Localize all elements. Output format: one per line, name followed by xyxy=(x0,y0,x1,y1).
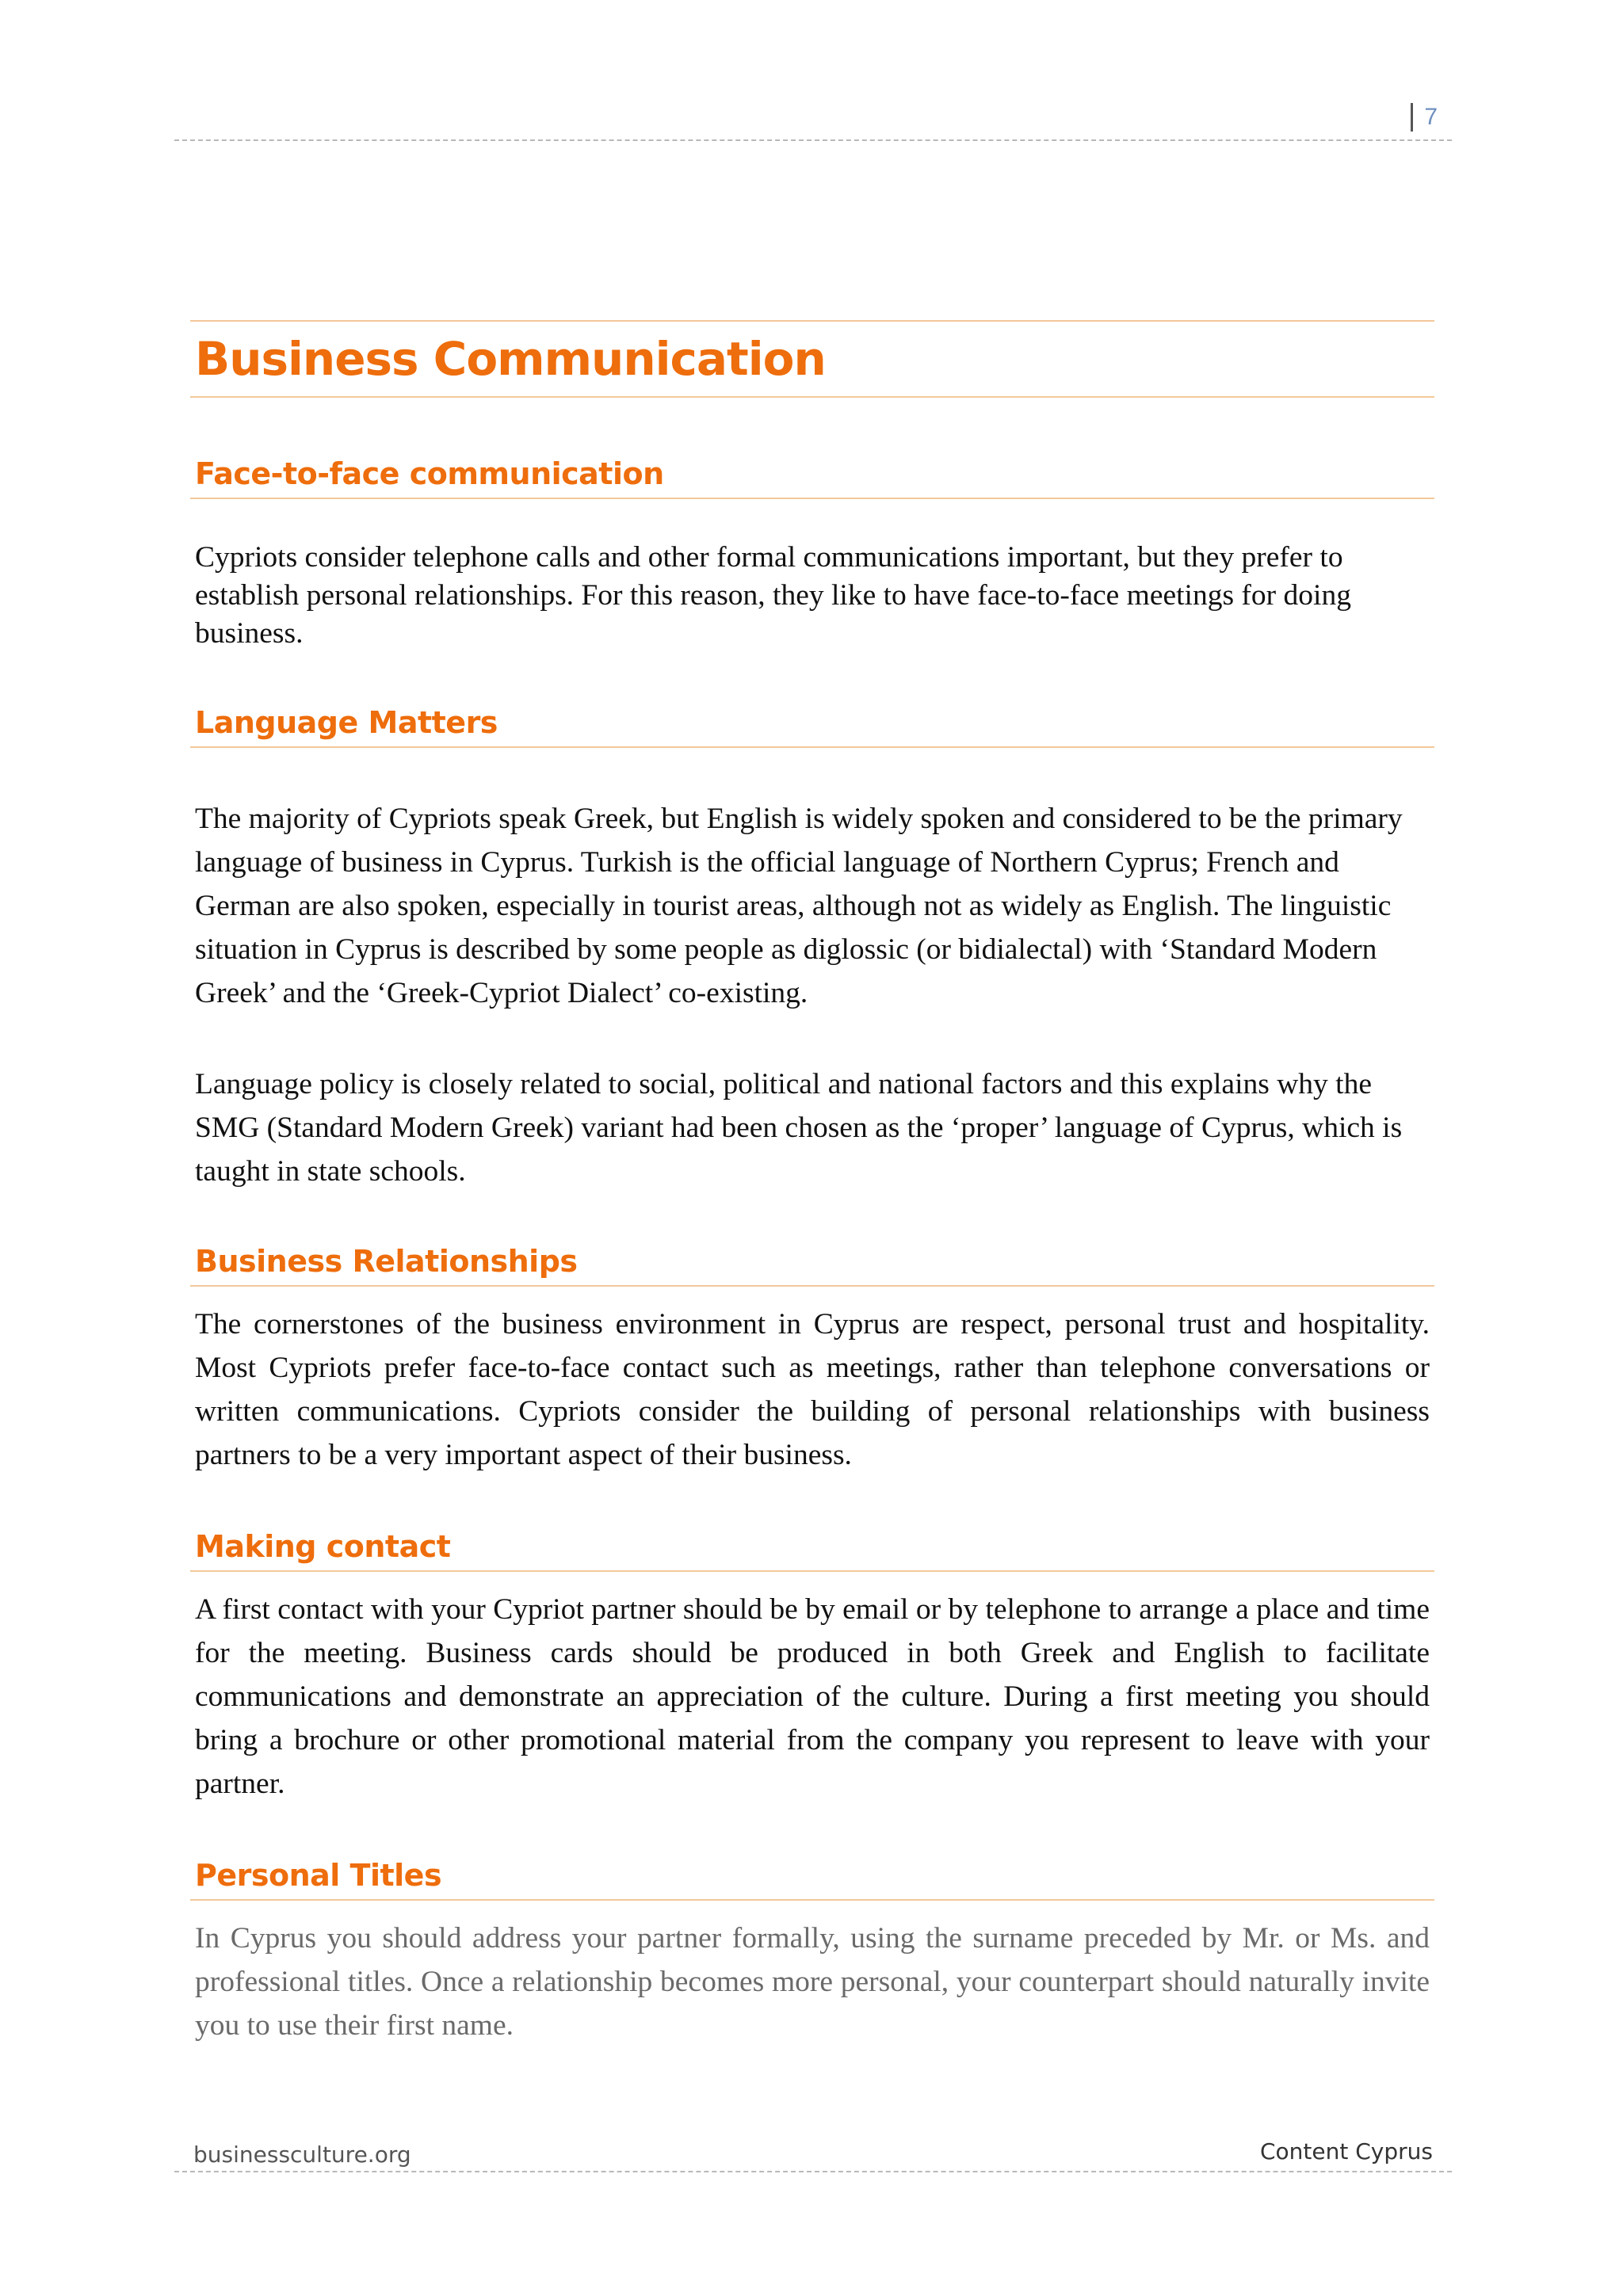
section-paragraph-making-contact: A first contact with your Cypriot partner should be by email or by telephone to arrange a place and time for the meeting. Business cards should be produced in both Greek and English to facilitate communications and demonstrate an appreciation of the culture. During a first meeting you should bring a brochure or other promotional material from the company you represent to leave with your partner. xyxy=(195,1593,1430,1800)
page-content xyxy=(190,320,1434,2047)
section-paragraph-language-matters-2: Language policy is closely related to social, political and national factors and this explains why the SMG (Standard Modern Greek) variant had been chosen as the ‘proper’ language of Cyprus, which is taught in state schools. xyxy=(195,1068,1403,1188)
title-block xyxy=(190,320,1434,398)
section-heading-face-to-face: Face-to-face communication xyxy=(190,453,1434,499)
section-heading-making-contact: Making contact xyxy=(190,1526,1434,1572)
section-heading-business-relationships: Business Relationships xyxy=(190,1241,1434,1287)
running-footer xyxy=(174,2131,1452,2172)
section-paragraph-face-to-face: Cypriots consider telephone calls and other formal communications important, but they prefer to establish personal relationships. For this reason, they like to have face-to-face meetings for doing business. xyxy=(195,541,1351,650)
section-heading-personal-titles: Personal Titles xyxy=(190,1855,1434,1901)
page-number: 7 xyxy=(1411,103,1438,132)
section-heading-language-matters: Language Matters xyxy=(190,702,1434,748)
section-paragraph-language-matters-1: The majority of Cypriots speak Greek, but English is widely spoken and considered to be the primary language of business in Cyprus. Turkish is the official language of Northern Cyprus; French and German are also spoken, especially in tourist areas, although not as widely as English. The linguistic situation in Cyprus is described by some people as diglossic (or bidialectal) with ‘Standard Modern Greek’ and the ‘Greek-Cypriot Dialect’ co-existing. xyxy=(195,803,1403,1009)
section-paragraph-personal-titles: In Cyprus you should address your partner formally, using the surname preceded by Mr. or Ms. and professional titles. Once a relationship becomes more personal, your counterpart should naturally invite you to use their first name. xyxy=(195,1922,1430,2042)
section-paragraph-business-relationships: The cornerstones of the business environment in Cyprus are respect, personal trust and hospitality. Most Cypriots prefer face-to-face contact such as meetings, rather than telephone conversations or written communications. Cypriots consider the building of personal relationships with business partners to be a very important aspect of their business. xyxy=(195,1308,1430,1471)
footer-site-name: businessculture.org xyxy=(193,2142,411,2168)
running-header xyxy=(174,101,1452,141)
page-title: Business Communication xyxy=(195,332,826,386)
footer-document-label: Content Cyprus xyxy=(1260,2138,1433,2164)
